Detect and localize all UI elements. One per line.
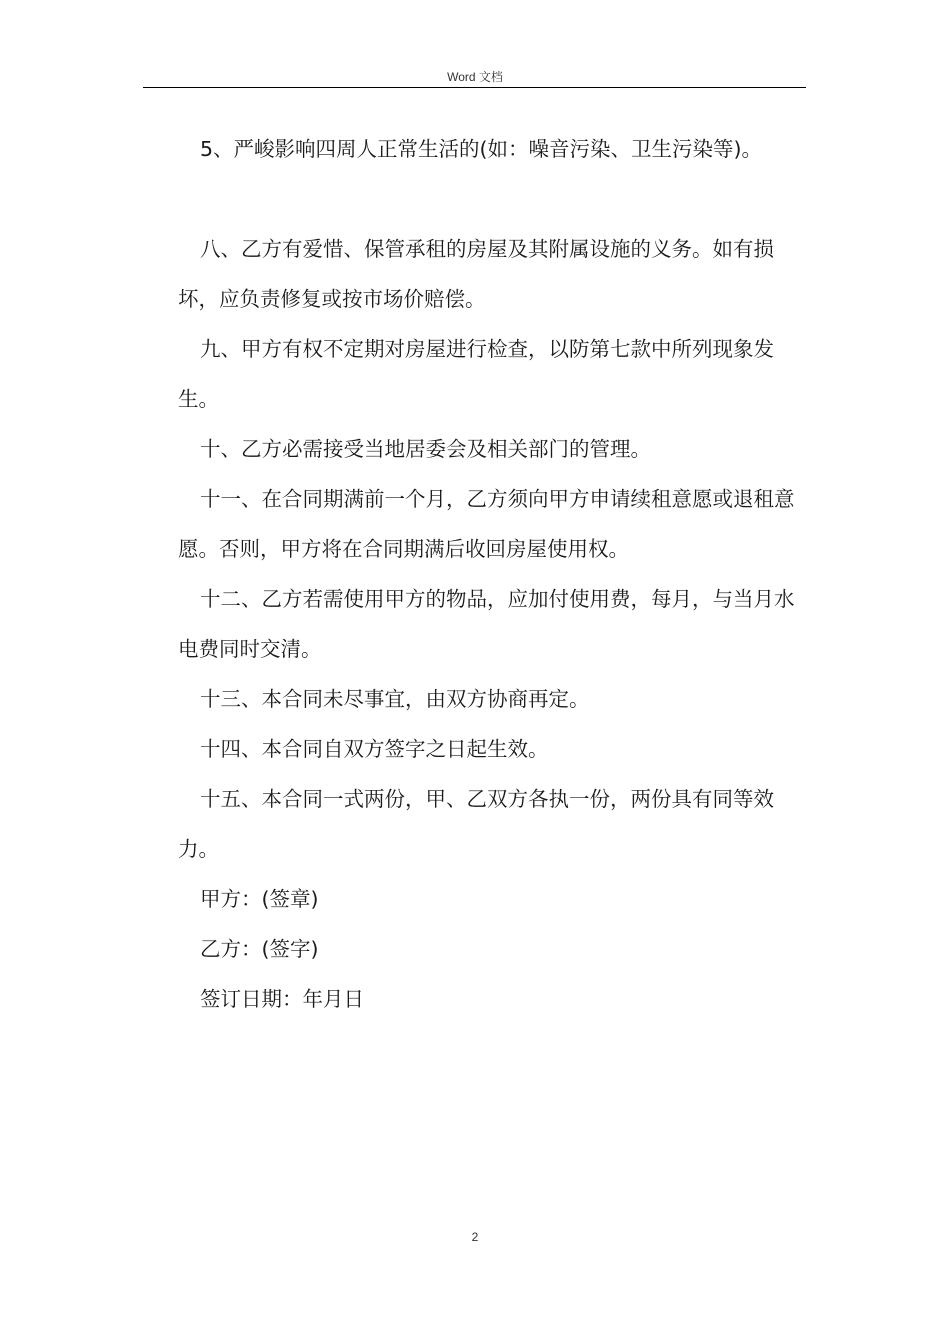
signature-party-b: 乙方：(签字) — [200, 937, 319, 961]
signature-party-a: 甲方：(签章) — [200, 887, 319, 911]
paragraph-clause-10: 十、乙方必需接受当地居委会及相关部门的管理。 — [200, 437, 651, 461]
page-header-title: Word 文档 — [447, 70, 503, 84]
paragraph-clause-5: 5、严峻影响四周人正常生活的(如：噪音污染、卫生污染等)。 — [200, 137, 763, 161]
header-divider — [143, 87, 806, 88]
paragraph-clause-13: 十三、本合同未尽事宜，由双方协商再定。 — [200, 687, 590, 711]
paragraph-clause-8: 八、乙方有爱惜、保管承租的房屋及其附属设施的义务。如有损坏，应负责修复或按市场价赔偿。 — [178, 237, 774, 311]
paragraph-clause-11: 十一、在合同期满前一个月，乙方须向甲方申请续租意愿或退租意愿。否则，甲方将在合同期满后收回房屋使用权。 — [178, 487, 795, 561]
paragraph-clause-15: 十五、本合同一式两份，甲、乙双方各执一份，两份具有同等效力。 — [178, 787, 774, 861]
paragraph-clause-12: 十二、乙方若需使用甲方的物品，应加付使用费，每月，与当月水电费同时交清。 — [178, 587, 795, 661]
paragraph-clause-14: 十四、本合同自双方签字之日起生效。 — [200, 737, 549, 761]
paragraph-clause-9: 九、甲方有权不定期对房屋进行检查，以防第七款中所列现象发生。 — [178, 337, 774, 411]
page-number: 2 — [471, 1230, 479, 1244]
document-body — [178, 124, 808, 1024]
signing-date: 签订日期：年月日 — [200, 987, 364, 1011]
